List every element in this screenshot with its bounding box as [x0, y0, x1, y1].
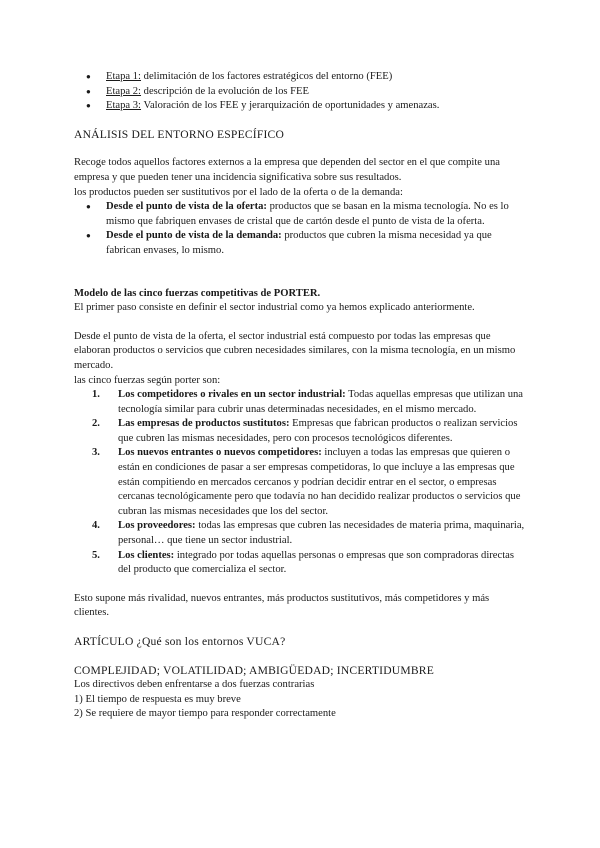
bullet-text: productos que se basan en la misma tecnología. No es lo mismo que fabriquen envases de cristal que de cartón desde el punto de vista de la oferta. [106, 201, 509, 227]
force-bold: Las empresas de productos sustitutos: [118, 418, 290, 430]
list-item [106, 99, 526, 114]
list-item [92, 388, 526, 417]
vuca-subheading: COMPLEJIDAD; VOLATILIDAD; AMBIGÜEDAD; INCERTIDUMBRE [74, 663, 434, 677]
stage-label: Etapa 3: [106, 100, 142, 112]
bullet-text: productos que cubren la misma necesidad ya que fabrican envases, lo mismo. [106, 230, 492, 256]
stage-label: Etapa 1: [106, 71, 142, 82]
list-item [106, 70, 526, 85]
porter-lead: las cinco fuerzas según porter son: [74, 374, 221, 386]
force-text: Empresas que fabrican productos o realizan servicios que cubren las mismas necesidades, pero con procesos tecnológicos diferentes. [118, 418, 518, 444]
force-number: 5. [92, 549, 100, 561]
force-number: 3. [92, 447, 100, 459]
list-item [92, 417, 526, 446]
force-text: integrado por todas aquellas personas o empresas que son compradoras directas del producto que comercializa el sector. [118, 549, 514, 576]
list-item [92, 519, 526, 548]
force-text: Todas aquellas empresas que utilizan una tecnología similar para cubrir unas determinadas necesidades, en el mismo mercado. [118, 389, 524, 415]
list-item [106, 229, 526, 258]
entorno-paragraph: Recoge todos aquellos factores externos a la empresa que dependen del sector en el que compite una empresa y que pueden tener una incidencia significativa sobre sus resultados. [74, 157, 500, 183]
force-number: 1. [92, 389, 100, 401]
force-text: incluyen a todas las empresas que quieren o están en condiciones de pasar a ser empresas competidoras, lo que incluye a las empresas que están compitiendo en mercados cercanos y podrían decidir entrar en el sector, o empresas cercanas tecnológicamente pero que todavía no han decidido realizar productos o servicios que cubran las mismas necesidades que los del sector. [118, 447, 521, 517]
vuca-line: 1) El tiempo de respuesta es muy breve [74, 693, 241, 705]
list-item [92, 446, 526, 519]
forces-list [74, 388, 526, 578]
force-bold: Los competidores o rivales en un sector industrial: [118, 389, 346, 401]
bullet-bold: Desde el punto de vista de la demanda: [106, 230, 282, 242]
stage-label: Etapa 2: [106, 85, 142, 97]
porter-intro: El primer paso consiste en definir el sector industrial como ya hemos explicado anteriormente. [74, 302, 475, 314]
force-number: 4. [92, 520, 100, 532]
force-bold: Los proveedores: [118, 520, 196, 532]
force-text: todas las empresas que cubren las necesidades de materia prima, maquinaria, personal… que tiene un sector industrial. [118, 520, 525, 547]
section-heading-entorno: ANÁLISIS DEL ENTORNO ESPECÍFICO [74, 127, 285, 141]
stage-text: Valoración de los FEE y jerarquización de oportunidades y amenazas. [141, 100, 440, 112]
stages-list [74, 70, 526, 114]
list-item [106, 200, 526, 229]
porter-title [74, 287, 526, 302]
vuca-line: Los directivos deben enfrentarse a dos fuerzas contrarias [74, 679, 315, 691]
porter-paragraph: Desde el punto de vista de la oferta, el sector industrial está compuesto por todas las empresas que elaboran productos o servicios que cubren necesidades similares, con la misma tecnología, en un mismo mercado. [74, 330, 516, 371]
vuca-heading: ARTÍCULO ¿Qué son los entornos VUCA? [74, 635, 286, 648]
force-bold: Los clientes: [118, 549, 175, 561]
list-item [92, 549, 526, 578]
supply-demand-list [74, 200, 526, 258]
vuca-line: 2) Se requiere de mayor tiempo para responder correctamente [74, 708, 336, 720]
porter-conclusion: Esto supone más rivalidad, nuevos entrantes, más productos sustitutivos, más competidores y más clientes. [74, 592, 490, 619]
list-item [106, 85, 526, 100]
force-bold: Los nuevos entrantes o nuevos competidores: [118, 447, 322, 459]
porter-title-text: Modelo de las cinco fuerzas competitivas de PORTER. [74, 287, 321, 299]
force-number: 2. [92, 418, 100, 430]
entorno-line: los productos pueden ser sustitutivos por el lado de la oferta o de la demanda: [74, 186, 403, 198]
stage-text: descripción de la evolución de los FEE [141, 85, 310, 97]
stage-text: delimitación de los factores estratégicos del entorno (FEE) [141, 71, 393, 82]
bullet-bold: Desde el punto de vista de la oferta: [106, 201, 267, 213]
document-content [74, 70, 526, 722]
